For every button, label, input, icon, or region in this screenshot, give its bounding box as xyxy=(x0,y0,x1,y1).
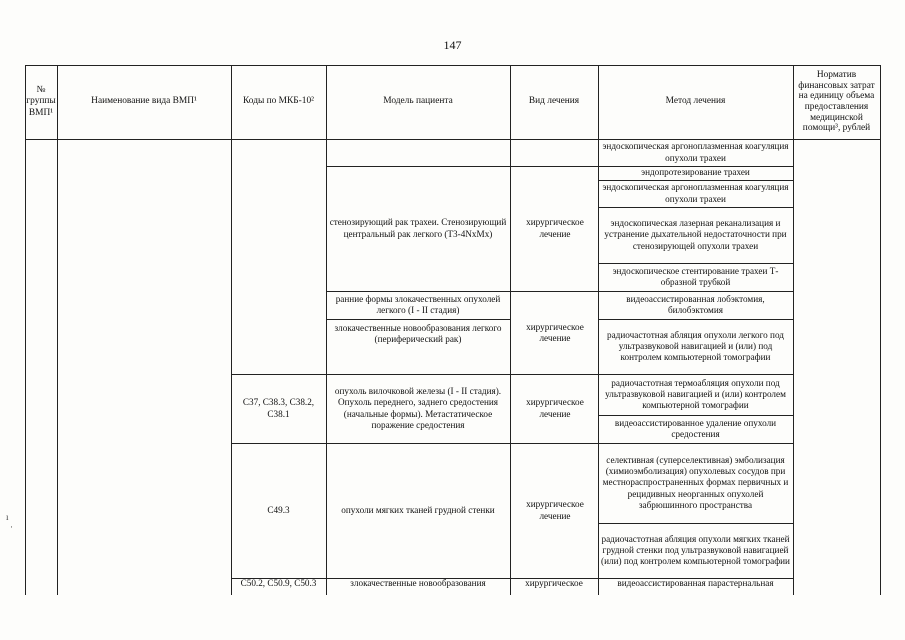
codes-cell: C37, C38.3, C38.2, C38.1 xyxy=(242,397,315,419)
header-codes: Коды по МКБ-10² xyxy=(243,96,314,107)
method-cell: эндоскопическая аргоноплазменная коагуляция опухоли трахеи xyxy=(602,182,789,204)
method-cell: радиочастотная термоабляция опухоли под ультразвуковой навигацией и (или) контролем компьютерной томографии xyxy=(605,377,786,411)
model-cell: стенозирующий рак трахеи. Стенозирующий центральный рак легкого (T3-4NxMx) xyxy=(329,217,507,239)
header-model: Модель пациента xyxy=(383,96,453,107)
method-cell: эндоскопическое стентирование трахеи Т-образной трубкой xyxy=(612,265,779,287)
treatment-cell: хирургическое лечение xyxy=(526,217,584,239)
method-cell: эндопротезирование трахеи xyxy=(641,167,750,178)
codes-cell: C49.3 xyxy=(267,504,290,515)
col-line-4 xyxy=(510,65,511,595)
header-norm: Норматив финансовых затрат на единицу объема предоставления медицинской помощи³, рублей xyxy=(798,70,875,134)
scan-mark: · xyxy=(10,522,13,532)
method-cell: видеоассистированная парастернальная xyxy=(617,578,774,588)
method-cell: эндоскопическая аргоноплазменная коагуляция опухоли трахеи xyxy=(602,141,789,163)
treatment-cell: хирургическое лечение xyxy=(526,397,584,419)
treatment-cell: хирургическое лечение xyxy=(526,499,584,521)
model-cell: злокачественные новообразования xyxy=(350,578,486,588)
header-method: Метод лечения xyxy=(665,96,726,107)
col-line-6 xyxy=(793,65,794,595)
col-line-0 xyxy=(25,65,26,595)
header-group: № группы ВМП¹ xyxy=(26,85,56,118)
method-cell: видеоассистированное удаление опухоли средостения xyxy=(614,417,777,439)
model-cell: ранние формы злокачественных опухолей легкого (I - II стадия) xyxy=(335,293,501,315)
model-cell: злокачественные новообразования легкого (периферический рак) xyxy=(334,322,502,344)
col-line-1 xyxy=(57,65,58,595)
col-line-7 xyxy=(880,65,881,595)
method-cell: селективная (суперселективная) эмболизация (химиоэмболизация) опухолевых сосудов при местнораспространенных формах первичных и рецидивных неорганных опухолей забрюшинного пространства xyxy=(602,454,789,510)
method-cell: эндоскопическая лазерная реканализация и устранение дыхательной недостаточности при стенозирующей опухоли трахеи xyxy=(604,218,787,251)
method-cell: видеоассистированная лобэктомия, билобэктомия xyxy=(626,293,765,315)
scan-mark: ı xyxy=(6,512,9,522)
header-treatment: Вид лечения xyxy=(528,96,580,107)
method-cell: радиочастотная абляция опухоли мягких тканей грудной стенки под ультразвуковой навигацией (или) под контролем компьютерной томографии xyxy=(601,533,790,567)
header-name: Наименование вида ВМП¹ xyxy=(91,96,197,107)
treatment-cell: хирургическое лечение xyxy=(526,321,584,343)
page-number: 147 xyxy=(443,38,462,52)
codes-cell: C50.2, C50.9, C50.3 xyxy=(240,578,317,588)
model-cell: опухоль вилочковой железы (I - II стадия). Опухоль переднего, заднего средостения (начальные формы). Метастатическое поражение средостения xyxy=(334,386,502,430)
model-cell: опухоли мягких тканей грудной стенки xyxy=(341,504,495,515)
treatment-cell: хирургическое xyxy=(525,578,583,588)
method-cell: радиочастотная абляция опухоли легкого под ультразвуковой навигацией и (или) под контролем компьютерной томографии xyxy=(607,329,784,363)
